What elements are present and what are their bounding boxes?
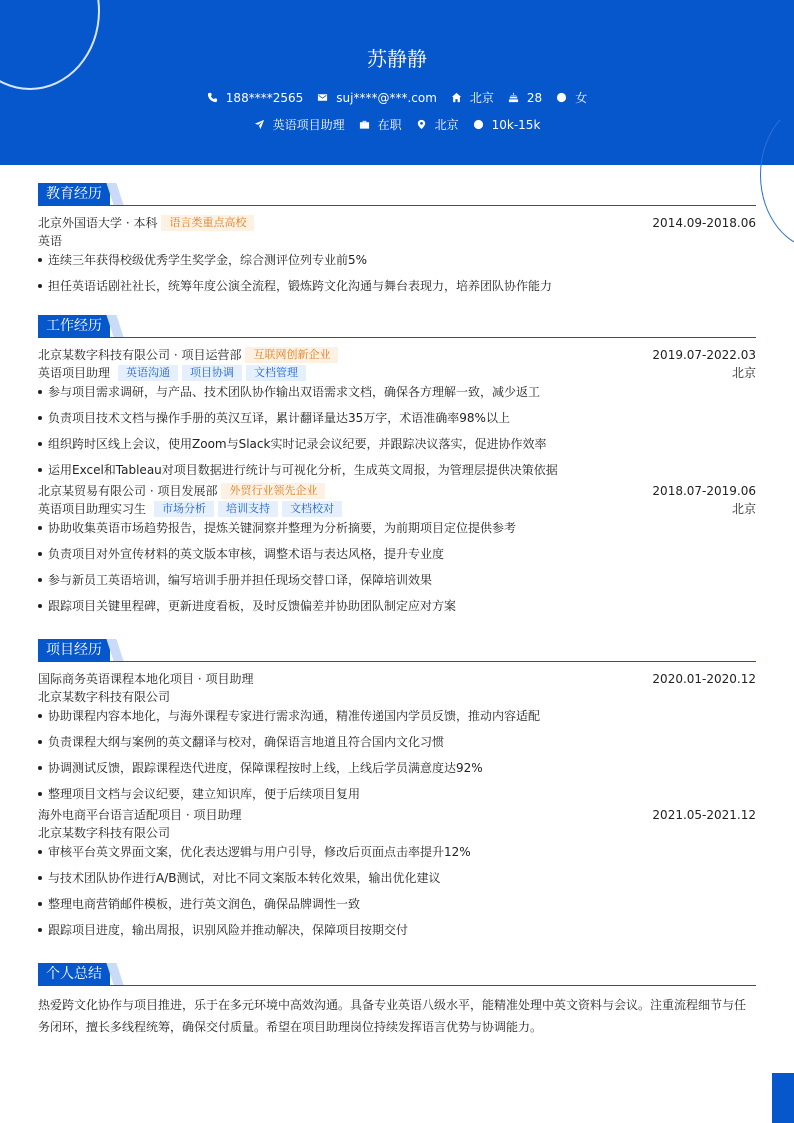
- section-header: [38, 183, 756, 206]
- phone-text: 188****2565: [225, 90, 304, 105]
- summary-section: [38, 963, 756, 1038]
- education-bullets: [38, 250, 756, 302]
- list-item: 审核平台英文界面文案，优化表达逻辑与用户引导，修改后页面点击率提升12%: [38, 842, 756, 868]
- section-header: [38, 315, 756, 338]
- job-role-row: [38, 364, 756, 382]
- education-row: [38, 214, 756, 232]
- job-bullets: [38, 382, 756, 482]
- list-item: 跟踪项目关键里程碑，更新进度看板，及时反馈偏差并协助团队制定应对方案: [38, 596, 756, 622]
- list-item: 与技术团队协作进行A/B测试，对比不同文案版本转化效果，输出优化建议: [38, 868, 756, 894]
- list-item: 协助课程内容本地化，与海外课程专家进行需求沟通，精准传递国内学员反馈，推动内容适配: [38, 706, 756, 732]
- section-header: [38, 963, 756, 986]
- list-item: 连续三年获得校级优秀学生奖学金，综合测评位列专业前5%: [38, 250, 756, 276]
- company-name: 北京某数字科技有限公司 · 项目运营部: [38, 348, 242, 362]
- send-icon: [254, 119, 265, 130]
- status-item: [359, 116, 402, 133]
- education-section: [38, 183, 756, 302]
- list-item: 负责课程大纲与案例的英文翻译与校对，确保语言地道且符合国内文化习惯: [38, 732, 756, 758]
- project-period: 2021.05-2021.12: [652, 808, 756, 822]
- projects-section: [38, 639, 756, 946]
- job-city: 北京: [731, 502, 756, 516]
- company-tag: 外贸行业领先企业: [221, 483, 325, 499]
- job-role-row: [38, 500, 756, 518]
- section-title: 教育经历: [38, 183, 110, 205]
- skill-tag: 培训支持: [218, 501, 278, 517]
- job-period: 2018.07-2019.06: [652, 484, 756, 498]
- list-item: 协调测试反馈，跟踪课程迭代进度，保障课程按时上线，上线后学员满意度达92%: [38, 758, 756, 784]
- resume-header: [0, 0, 794, 165]
- section-title: 个人总结: [38, 963, 110, 985]
- phone-icon: [207, 92, 218, 103]
- summary-text: 热爱跨文化协作与项目推进，乐于在多元环境中高效沟通。具备专业英语八级水平，能精准处理中英文资料与会议。注重流程细节与任务闭环，擅长多线程统筹，确保交付质量。希望在项目助理岗位持续发挥语言优势与协调能力。: [38, 998, 747, 1034]
- major-row: [38, 232, 756, 250]
- list-item: 跟踪项目进度，输出周报，识别风险并推动解决，保障项目按期交付: [38, 920, 756, 946]
- list-item: 参与项目需求调研，与产品、技术团队协作输出双语需求文档，确保各方理解一致，减少返工: [38, 382, 756, 408]
- briefcase-icon: [359, 119, 370, 130]
- salary-icon: [473, 119, 484, 130]
- major-name: 英语: [38, 234, 63, 248]
- skill-tag: 市场分析: [154, 501, 214, 517]
- email-icon: [317, 92, 328, 103]
- salary-text: 10k-15k: [491, 117, 541, 132]
- candidate-name: 苏静静: [367, 47, 427, 71]
- list-item: 整理电商营销邮件模板，进行英文润色，确保品牌调性一致: [38, 894, 756, 920]
- project-header: [38, 670, 756, 688]
- job-role: 英语项目助理实习生: [38, 502, 147, 516]
- position-item: [254, 116, 345, 133]
- intent-row: [0, 116, 794, 133]
- project-org: 北京某数字科技有限公司: [38, 826, 171, 840]
- job-header: [38, 346, 756, 364]
- project-header: [38, 806, 756, 824]
- job-period: 2019.07-2022.03: [652, 348, 756, 362]
- school-tag: 语言类重点高校: [161, 215, 254, 231]
- project-bullets: [38, 842, 756, 946]
- list-item: 参与新员工英语培训，编写培训手册并担任现场交替口译，保障培训效果: [38, 570, 756, 596]
- decorative-block: [772, 1073, 794, 1123]
- school-name: 北京外国语大学 · 本科: [38, 216, 158, 230]
- home-icon: [451, 92, 462, 103]
- section-title: 工作经历: [38, 315, 110, 337]
- cake-icon: [508, 92, 519, 103]
- city-item: [416, 116, 459, 133]
- project-period: 2020.01-2020.12: [652, 672, 756, 686]
- skill-tag: 英语沟通: [118, 365, 178, 381]
- project-org-row: [38, 688, 756, 706]
- job-role: 英语项目助理: [38, 366, 111, 380]
- city-text: 北京: [434, 118, 459, 132]
- section-title: 项目经历: [38, 639, 110, 661]
- list-item: 担任英语话剧社社长，统筹年度公演全流程，锻炼跨文化沟通与舞台表现力，培养团队协作能力: [38, 276, 756, 302]
- status-text: 在职: [377, 118, 402, 132]
- location-item: [451, 89, 494, 106]
- position-text: 英语项目助理: [272, 118, 345, 132]
- project-bullets: [38, 706, 756, 806]
- location-text: 北京: [469, 91, 494, 105]
- location-pin-icon: [416, 119, 427, 130]
- list-item: 协助收集英语市场趋势报告，提炼关键洞察并整理为分析摘要，为前期项目定位提供参考: [38, 518, 756, 544]
- phone-item: [207, 91, 303, 105]
- job-header: [38, 482, 756, 500]
- contact-row: [0, 89, 794, 106]
- list-item: 整理项目文档与会议纪要，建立知识库，便于后续项目复用: [38, 784, 756, 806]
- project-org-row: [38, 824, 756, 842]
- gender-item: [556, 89, 587, 106]
- company-tag: 互联网创新企业: [245, 347, 338, 363]
- email-text: suj****@***.com: [336, 90, 437, 105]
- work-section: [38, 315, 756, 622]
- project-name: 海外电商平台语言适配项目 · 项目助理: [38, 808, 242, 822]
- gender-text: 女: [575, 91, 588, 105]
- list-item: 负责项目对外宣传材料的英文版本审核，调整术语与表达风格，提升专业度: [38, 544, 756, 570]
- list-item: 运用Excel和Tableau对项目数据进行统计与可视化分析，生成英文周报，为管理层提供决策依据: [38, 460, 756, 482]
- list-item: 组织跨时区线上会议，使用Zoom与Slack实时记录会议纪要，并跟踪决议落实，促进协作效率: [38, 434, 756, 460]
- skill-tag: 项目协调: [182, 365, 242, 381]
- job-city: 北京: [731, 366, 756, 380]
- age-text: 28: [526, 90, 543, 105]
- project-org: 北京某数字科技有限公司: [38, 690, 171, 704]
- job-bullets: [38, 518, 756, 622]
- age-item: [508, 91, 542, 105]
- project-name: 国际商务英语课程本地化项目 · 项目助理: [38, 672, 254, 686]
- salary-item: [473, 118, 541, 132]
- section-header: [38, 639, 756, 662]
- gender-icon: [556, 92, 567, 103]
- list-item: 负责项目技术文档与操作手册的英汉互译，累计翻译量达35万字，术语准确率98%以上: [38, 408, 756, 434]
- education-period: 2014.09-2018.06: [652, 216, 756, 230]
- company-name: 北京某贸易有限公司 · 项目发展部: [38, 484, 218, 498]
- email-item: [317, 91, 437, 105]
- skill-tag: 文档管理: [246, 365, 306, 381]
- skill-tag: 文档校对: [282, 501, 342, 517]
